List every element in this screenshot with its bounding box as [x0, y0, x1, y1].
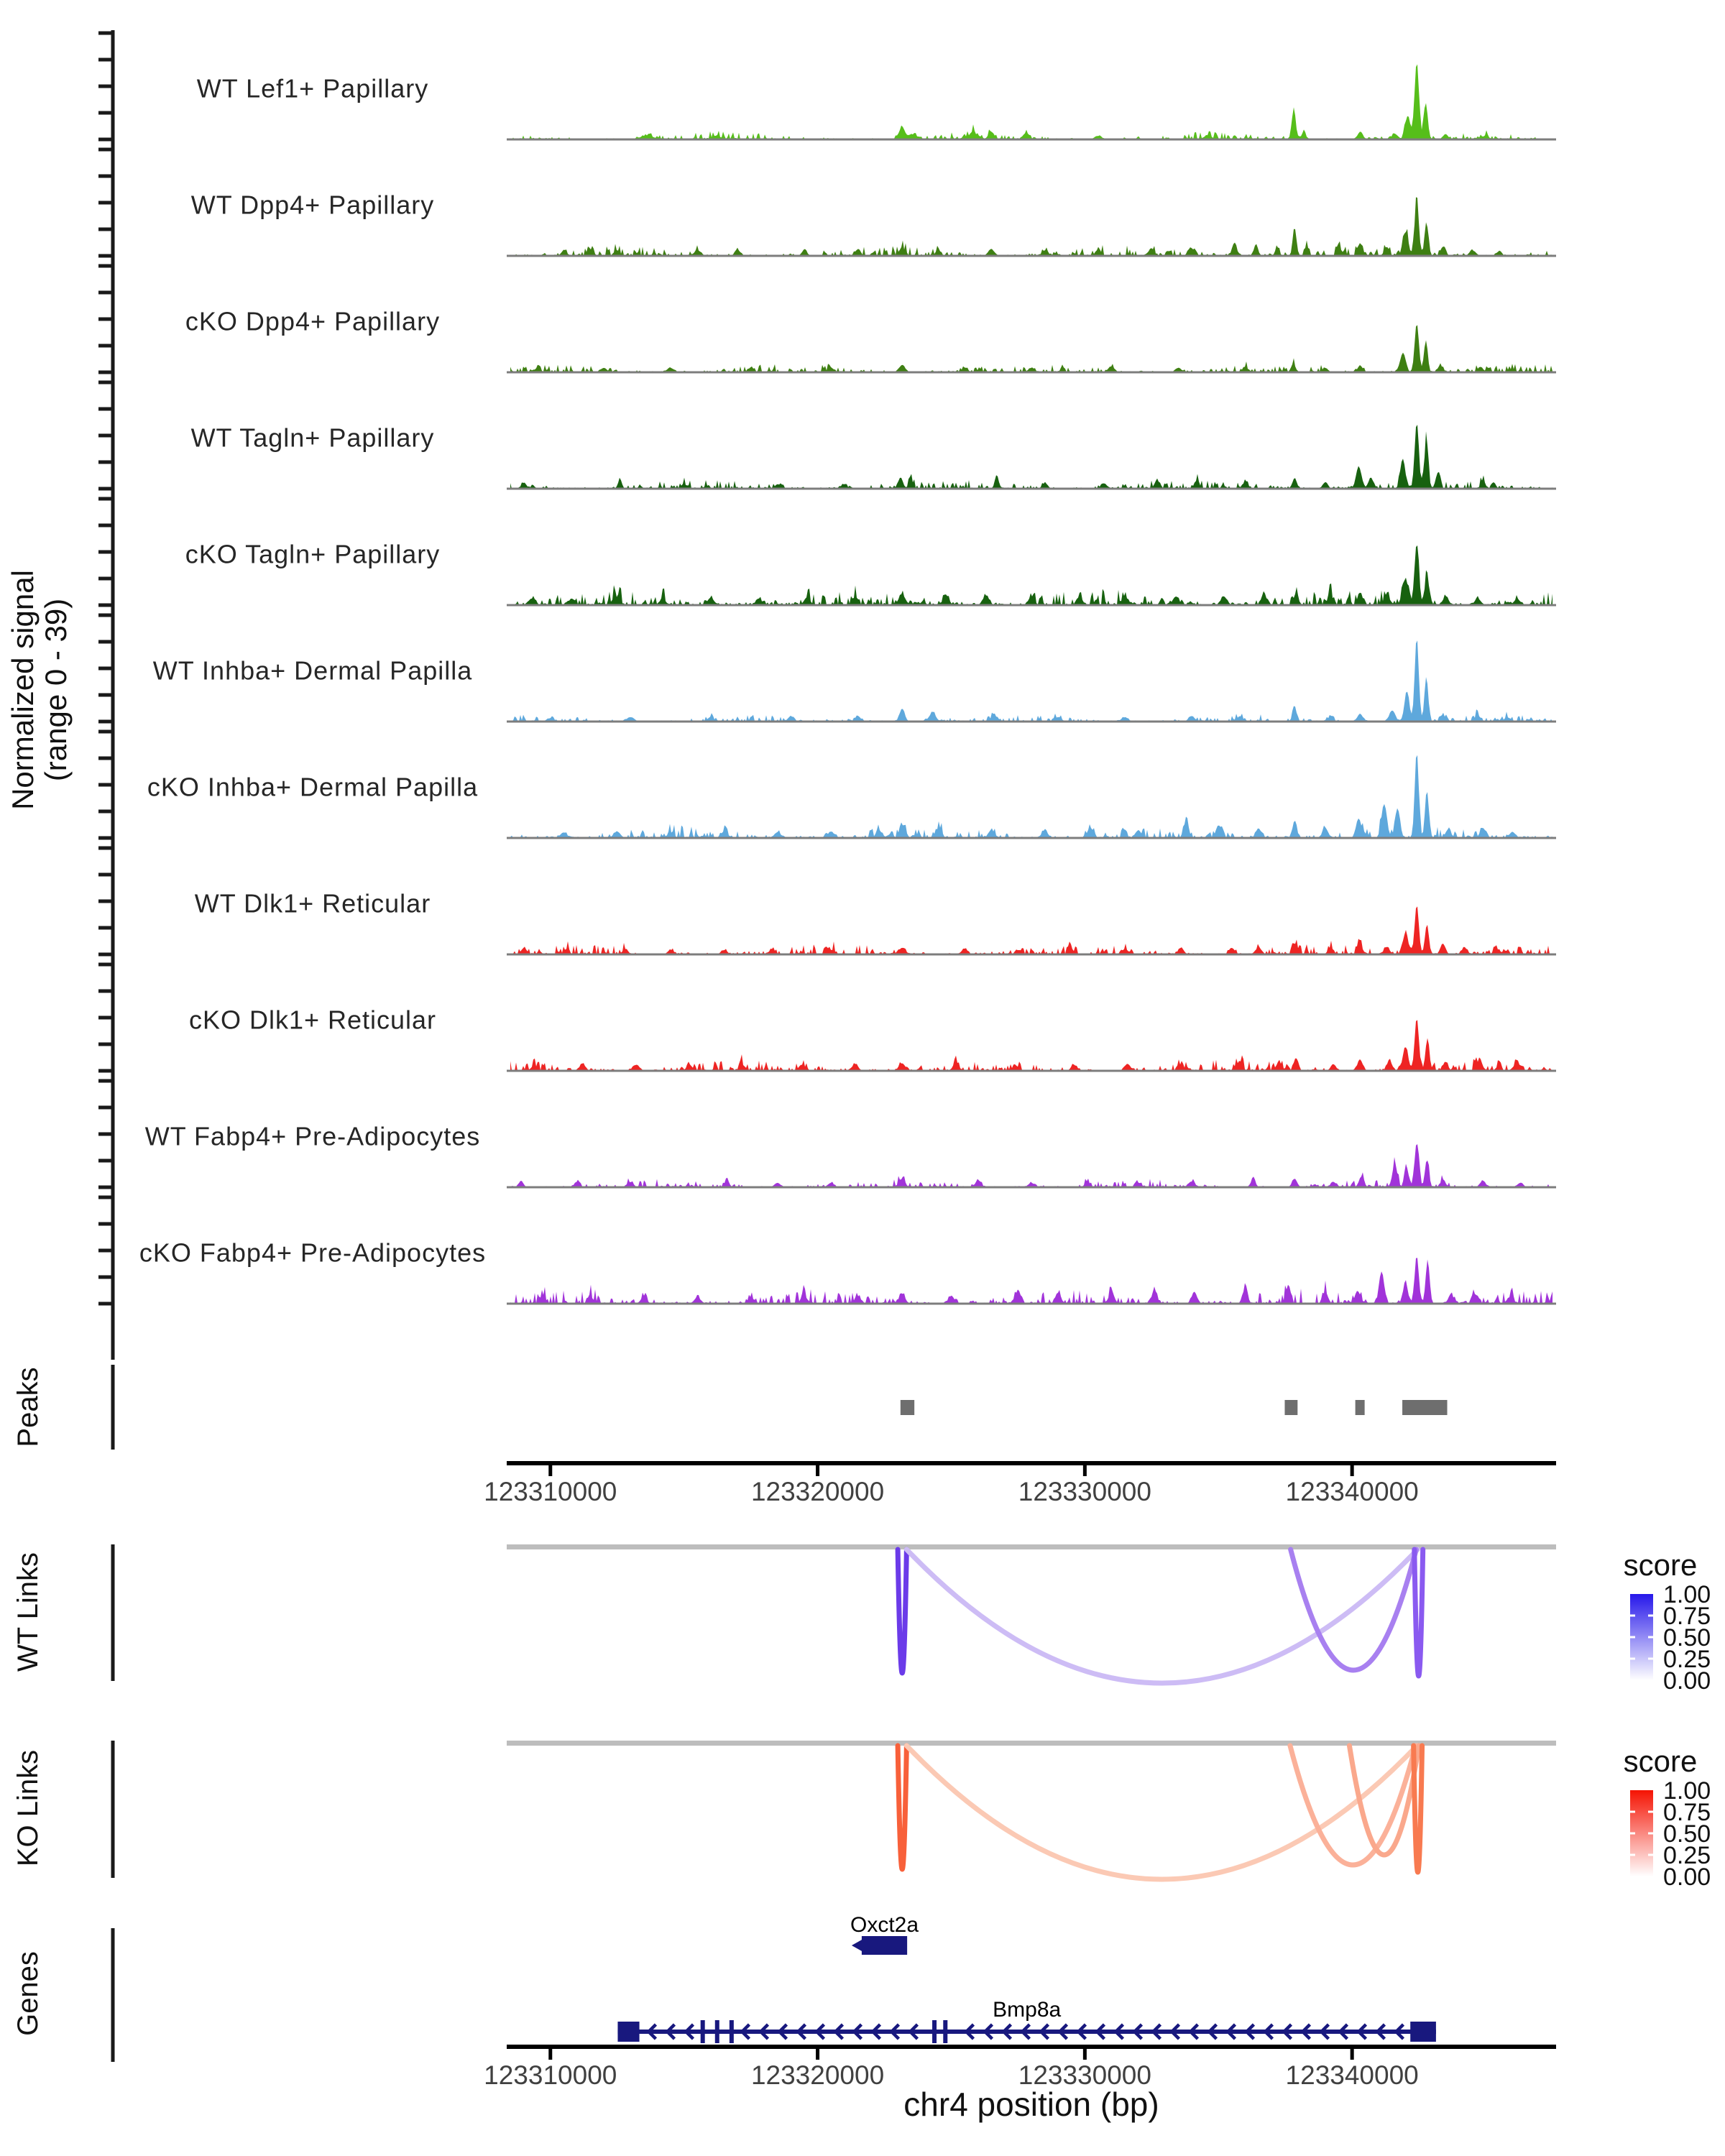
y-axis-tick [98, 524, 113, 528]
legend-tick-label: 0.00 [1663, 1667, 1711, 1695]
y-axis-tick [98, 1222, 113, 1226]
y-axis-label-line1: Normalized signal [6, 570, 40, 810]
y-axis-tick [98, 990, 113, 993]
axis-tick-label: 123320000 [750, 2060, 885, 2090]
y-axis-tick [98, 201, 113, 205]
track-label: WT Tagln+ Papillary [190, 423, 435, 453]
legend-tick-label: 0.50 [1663, 1820, 1711, 1848]
legend-bar-tick [1630, 1636, 1635, 1639]
track-label: WT Lef1+ Papillary [196, 73, 429, 103]
legend-bar-tick [1630, 1811, 1635, 1813]
track-label: cKO Dpp4+ Papillary [185, 306, 441, 336]
links-top-line [507, 1741, 1556, 1746]
y-axis-tick [98, 407, 113, 411]
y-axis-tick [98, 138, 113, 142]
y-axis-tick [98, 926, 113, 930]
legend-title: score [1623, 1548, 1698, 1582]
legend-bar-tick [1648, 1833, 1653, 1835]
links-top-line [507, 1544, 1556, 1549]
legend-bar-tick [1648, 1854, 1653, 1856]
peak-interval [1284, 1400, 1297, 1415]
axis-tick [816, 2049, 819, 2060]
peaks-bracket [111, 1365, 115, 1450]
track-baseline [507, 1187, 1556, 1189]
track-baseline [507, 255, 1556, 257]
wt-links-bracket [111, 1544, 115, 1681]
track-baseline [507, 1070, 1556, 1072]
y-axis-tick [98, 1196, 113, 1199]
track-label: WT Fabp4+ Pre-Adipocytes [144, 1121, 481, 1151]
axis-tick [548, 2049, 552, 2060]
gene-exon-tick [943, 2020, 947, 2043]
y-axis-tick [98, 720, 113, 724]
y-axis-tick [98, 730, 113, 734]
track-baseline [507, 721, 1556, 723]
axis-tick [1083, 2049, 1087, 2060]
y-axis-tick [98, 318, 113, 321]
gene-exon-tick [730, 2020, 734, 2043]
x-axis-title: chr4 position (bp) [903, 2086, 1159, 2123]
y-axis-tick [98, 291, 113, 295]
track-label: cKO Tagln+ Papillary [185, 539, 441, 569]
y-axis-tick [98, 487, 113, 491]
y-axis-tick [98, 32, 113, 35]
y-axis-tick [98, 953, 113, 957]
gene-exon-tick [932, 2020, 937, 2043]
y-axis-tick [98, 694, 113, 697]
axis-tick-label: 123340000 [1285, 2060, 1419, 2090]
legend-tick-label: 1.00 [1663, 1777, 1711, 1805]
y-axis-tick [98, 847, 113, 850]
track-label: cKO Fabp4+ Pre-Adipocytes [139, 1238, 487, 1268]
y-axis-tick [98, 900, 113, 903]
track-label: cKO Dlk1+ Reticular [188, 1005, 437, 1035]
track-label: WT Dpp4+ Papillary [190, 190, 435, 220]
wt-links-label: WT Links [12, 1552, 44, 1672]
y-axis-tick [98, 254, 113, 258]
y-axis-tick [98, 228, 113, 231]
legend-tick-label: 0.25 [1663, 1842, 1711, 1869]
gene-utr-box [617, 2022, 639, 2042]
legend-tick-label: 0.75 [1663, 1603, 1711, 1630]
y-axis-tick [98, 1069, 113, 1073]
y-axis-tick [98, 111, 113, 115]
y-axis-tick [98, 1276, 113, 1279]
legend-title: score [1623, 1744, 1698, 1778]
track-baseline [507, 604, 1556, 607]
y-axis-tick [98, 1133, 113, 1136]
axis-tick-label: 123330000 [1018, 2060, 1151, 2090]
y-axis-tick [98, 837, 113, 840]
y-axis-tick [98, 58, 113, 62]
axis-tick [1351, 2049, 1354, 2060]
genes-label: Genes [12, 1951, 44, 2036]
axis-tick-label: 123330000 [1018, 1477, 1151, 1506]
y-axis-tick [98, 550, 113, 554]
axis-tick-label: 123310000 [484, 2060, 617, 2090]
y-axis-tick [98, 963, 113, 967]
y-axis-tick [98, 371, 113, 374]
axis-tick-label: 123320000 [750, 1477, 885, 1506]
gene-exon-tick [701, 2020, 705, 2043]
y-axis-tick [98, 175, 113, 178]
track-label: WT Dlk1+ Reticular [194, 888, 431, 918]
y-axis-tick [98, 264, 113, 268]
y-axis-tick [98, 604, 113, 607]
legend-tick-label: 0.25 [1663, 1646, 1711, 1673]
axis-line [507, 1461, 1556, 1465]
y-axis-tick [98, 1249, 113, 1253]
y-axis-tick [98, 344, 113, 348]
y-axis-tick [98, 577, 113, 581]
y-axis-tick [98, 614, 113, 617]
legend-bar-tick [1648, 1658, 1653, 1660]
y-axis-tick [98, 1302, 113, 1306]
legend-tick-label: 0.50 [1663, 1624, 1711, 1651]
legend-bar-tick [1648, 1636, 1653, 1639]
gene-name: Bmp8a [993, 1998, 1062, 2022]
track-baseline [507, 372, 1556, 374]
y-axis-tick [98, 148, 113, 152]
legend-bar-tick [1630, 1854, 1635, 1856]
legend-tick-label: 0.75 [1663, 1799, 1711, 1826]
y-axis-tick [98, 1043, 113, 1046]
legend-bar-tick [1630, 1658, 1635, 1660]
legend-tick-label: 1.00 [1663, 1581, 1711, 1608]
axis-tick [1083, 1465, 1087, 1476]
y-axis-tick [98, 1186, 113, 1189]
y-axis-tick [98, 873, 113, 877]
track-baseline [507, 1303, 1556, 1305]
axis-tick [1351, 1465, 1354, 1476]
y-axis-tick [98, 1079, 113, 1083]
y-axis-tick [98, 85, 113, 88]
peak-interval [1402, 1400, 1447, 1415]
gene-utr-box [1410, 2022, 1436, 2042]
y-axis-tick [98, 1106, 113, 1110]
y-axis-tick [98, 461, 113, 464]
peaks-label: Peaks [12, 1367, 44, 1447]
legend-bar-tick [1630, 1833, 1635, 1835]
ko-links-bracket [111, 1741, 115, 1878]
axis-tick [816, 1465, 819, 1476]
legend-tick-label: 0.00 [1663, 1864, 1711, 1891]
y-axis-tick [98, 381, 113, 384]
gene-exon-tick [715, 2020, 719, 2043]
y-axis-tick [98, 640, 113, 644]
axis-tick-label: 123310000 [484, 1477, 617, 1506]
y-axis-tick [98, 757, 113, 760]
y-axis-tick [98, 1016, 113, 1020]
y-axis-tick [98, 434, 113, 438]
y-axis-line [111, 30, 115, 1360]
y-axis-tick [98, 667, 113, 671]
y-axis-tick [98, 810, 113, 814]
axis-line [507, 2045, 1556, 2049]
ko-links-label: KO Links [12, 1749, 44, 1867]
y-axis-tick [98, 783, 113, 787]
track-baseline [507, 954, 1556, 956]
legend-bar-tick [1630, 1615, 1635, 1617]
genes-bracket [111, 1928, 115, 2062]
axis-tick-label: 123340000 [1285, 1477, 1419, 1506]
legend-bar-tick [1648, 1615, 1653, 1617]
legend-bar-tick [1648, 1811, 1653, 1813]
track-label: WT Inhba+ Dermal Papilla [152, 655, 473, 686]
peak-interval [1356, 1400, 1365, 1415]
gene-name: Oxct2a [850, 1913, 919, 1937]
track-baseline [507, 139, 1556, 141]
axis-tick [548, 1465, 552, 1476]
track-label: cKO Inhba+ Dermal Papilla [147, 772, 479, 802]
y-axis-tick [98, 497, 113, 501]
track-baseline [507, 837, 1556, 839]
gene-body [862, 1936, 907, 1955]
y-axis-label-line2: (range 0 - 39) [39, 598, 73, 782]
y-axis-tick [98, 1159, 113, 1163]
track-baseline [507, 488, 1556, 490]
peak-interval [901, 1400, 914, 1415]
